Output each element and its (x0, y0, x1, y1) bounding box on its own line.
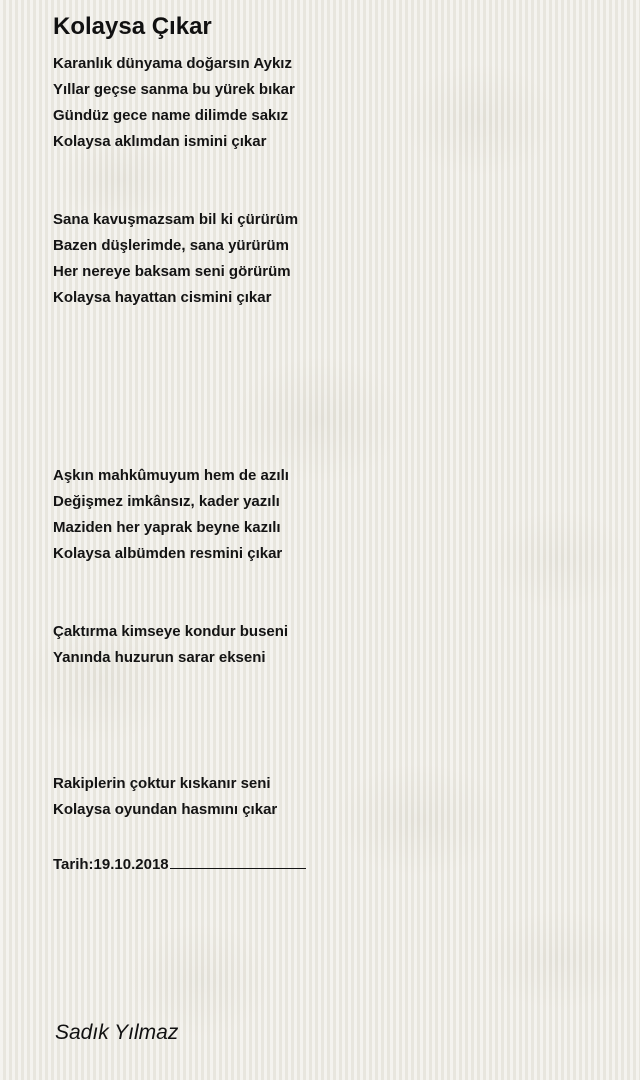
date-text: Tarih:19.10.2018 (53, 856, 169, 873)
poem-line: Kolaysa oyundan hasmını çıkar (53, 801, 278, 818)
poem-line: Yıllar geçse sanma bu yürek bıkar (53, 81, 295, 98)
poem-line: Kolaysa albümden resmini çıkar (53, 545, 283, 562)
author-name: Sadık Yılmaz (55, 1021, 179, 1044)
poem-line: Rakiplerin çoktur kıskanır seni (53, 775, 271, 792)
poem-title: Kolaysa Çıkar (53, 13, 212, 40)
poem-line: Gündüz gece name dilimde sakız (53, 107, 289, 124)
poem-line: Karanlık dünyama doğarsın Aykız (53, 55, 292, 72)
poem-line: Sana kavuşmazsam bil ki çürürüm (53, 211, 299, 228)
poem-line: Bazen düşlerimde, sana yürürüm (53, 237, 289, 254)
poem-line: Kolaysa hayattan cismini çıkar (53, 289, 272, 306)
poem-line: Değişmez imkânsız, kader yazılı (53, 493, 280, 510)
poem-line: Çaktırma kimseye kondur buseni (53, 623, 289, 640)
poem-line: Yanında huzurun sarar ekseni (53, 649, 266, 666)
poem-line: Kolaysa aklımdan ismini çıkar (53, 133, 267, 150)
poem-line: Maziden her yaprak beyne kazılı (53, 519, 281, 536)
poem-line: Her nereye baksam seni görürüm (53, 263, 291, 280)
poem-date (53, 853, 306, 875)
poem-line: Aşkın mahkûmuyum hem de azılı (53, 467, 289, 484)
signature-rule (170, 853, 306, 869)
